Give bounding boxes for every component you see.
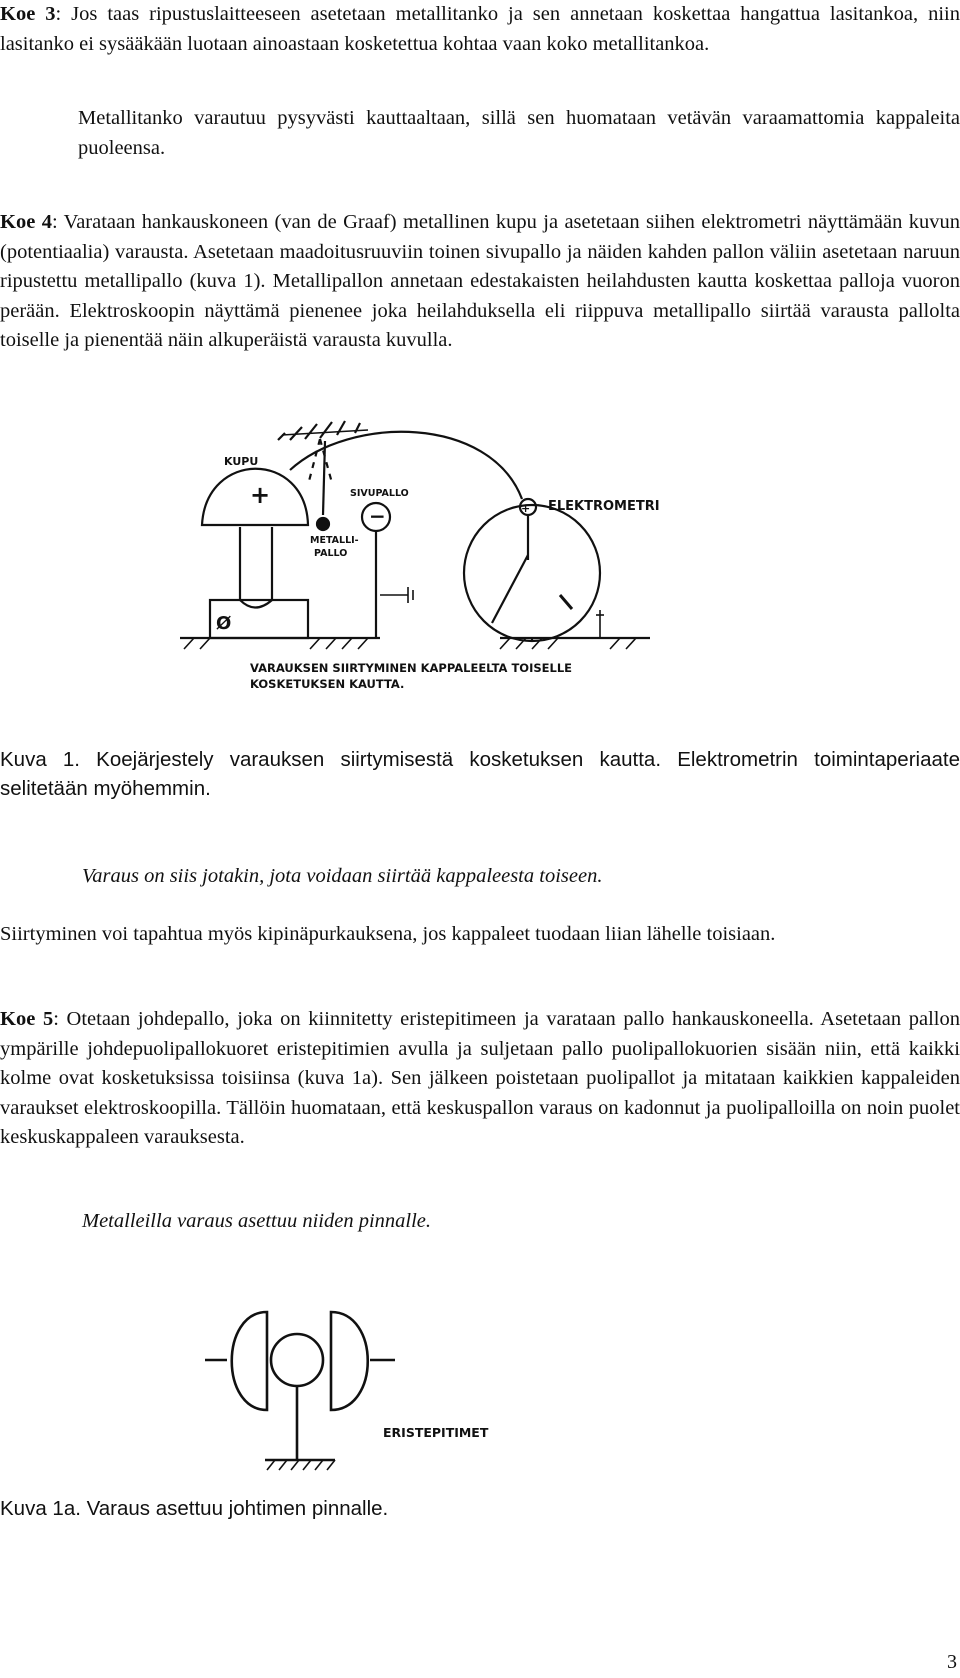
electrometer-housing: [464, 505, 600, 641]
koe5-label: Koe 5: [0, 1008, 54, 1030]
metal-ball: [317, 518, 329, 530]
label-zero: Ø: [216, 613, 232, 634]
label-plus: +: [250, 481, 271, 509]
electrometer-needle: [492, 555, 528, 623]
label-caption-hand-2: KOSKETUKSEN KAUTTA.: [250, 677, 405, 691]
center-sphere: [271, 1334, 323, 1386]
figure-1-drawing: [180, 395, 660, 745]
statement-varaus: Varaus on siis jotakin, jota voidaan siirtää kappaleesta toiseen.: [82, 865, 603, 887]
label-plus-electrometer: +: [521, 502, 531, 515]
thread-1: [308, 439, 320, 485]
koe3-text: : Jos taas ripustuslaitteeseen asetetaan metallitanko ja sen annetaan koskettaa hangattua lasitankoa, niin lasitanko ei sysääkään luotaan ainoastaan kosketettua kohtaa vaan koko metallitankoa.: [0, 3, 960, 55]
label-sivupallo: SIVUPALLO: [350, 488, 409, 499]
koe3-conclusion: Metallitanko varautuu pysyvästi kauttaaltaan, sillä sen huomataan vetävän varaamattomia kappaleita puoleensa.: [78, 107, 960, 159]
label-minus: −: [369, 504, 386, 528]
left-hemisphere: [232, 1312, 267, 1410]
page-number: 3: [947, 1651, 957, 1673]
koe4-text: : Varataan hankauskoneen (van de Graaf) metallinen kupu ja asetetaan siihen elektrometri näyttämään kuvun (potentiaalia) varausta. Asetetaan maadoitusruuviin toinen sivupallo ja näiden kahden pallon väliin asetetaan naruun ripustettu metallipallo (kuva 1). Metallipallon annetaan edestakaisten heilahdusten kautta koskettaa palloja vuoron perään. Elektroskoopin näyttämä pienenee joka heilahduksella eli riippuva metallipallo siirtää varausta pallolta toiselle ja pienentää näin alkuperäistä varausta kuvulla.: [0, 211, 960, 351]
label-metalli: METALLI-: [310, 535, 359, 546]
statement-metalleilla: Metalleilla varaus asettuu niiden pinnalle.: [82, 1210, 432, 1232]
label-elektrometri: ELEKTROMETRI: [548, 499, 660, 514]
koe4-paragraph: [0, 208, 960, 356]
koe5-paragraph: [0, 1005, 960, 1153]
label-kupu: KUPU: [224, 455, 259, 468]
spark-paragraph: Siirtyminen voi tapahtua myös kipinäpurkauksena, jos kappaleet tuodaan liian lähelle toisiaan.: [0, 923, 776, 945]
koe4-label: Koe 4: [0, 211, 52, 233]
figure-1-caption: Kuva 1. Koejärjestely varauksen siirtymisestä kosketuksen kautta. Elektrometrin toimintaperiaate selitetään myöhemmin.: [0, 748, 960, 800]
koe3-paragraph: [0, 0, 960, 59]
right-hemisphere: [331, 1312, 368, 1410]
figure-1a-drawing: [205, 1300, 535, 1485]
label-eristepitimet: ERISTEPITIMET: [383, 1425, 489, 1440]
figure-1a-caption: Kuva 1a. Varaus asettuu johtimen pinnalle.: [0, 1497, 389, 1520]
label-caption-hand-1: VARAUKSEN SIIRTYMINEN KAPPALEELTA TOISELLE: [250, 661, 572, 675]
dome-stand: [240, 527, 272, 608]
label-pallo: PALLO: [314, 548, 348, 559]
koe5-text: : Otetaan johdepallo, joka on kiinnitetty eristepitimeen ja varataan pallo hankauskoneella. Asetetaan pallon ympärille johdepuolipallokuoret eristepitimien avulla ja suljetaan pallo puolipallokuorien sisään niin, että kaikki kolme ovat kosketuksissa toisiinsa (kuva 1a). Sen jälkeen poistetaan puolipallot ja mitataan kaikkien kappaleiden varaukset elektroskoopilla. Tällöin huomataan, että keskuspallon varaus on kadonnut ja puolipalloilla on noin puolet keskuskappaleen varauksesta.: [0, 1008, 960, 1148]
ground-hatch-1: [184, 638, 368, 649]
koe3-label: Koe 3: [0, 3, 56, 25]
ground-hatch-1a: [267, 1460, 335, 1470]
